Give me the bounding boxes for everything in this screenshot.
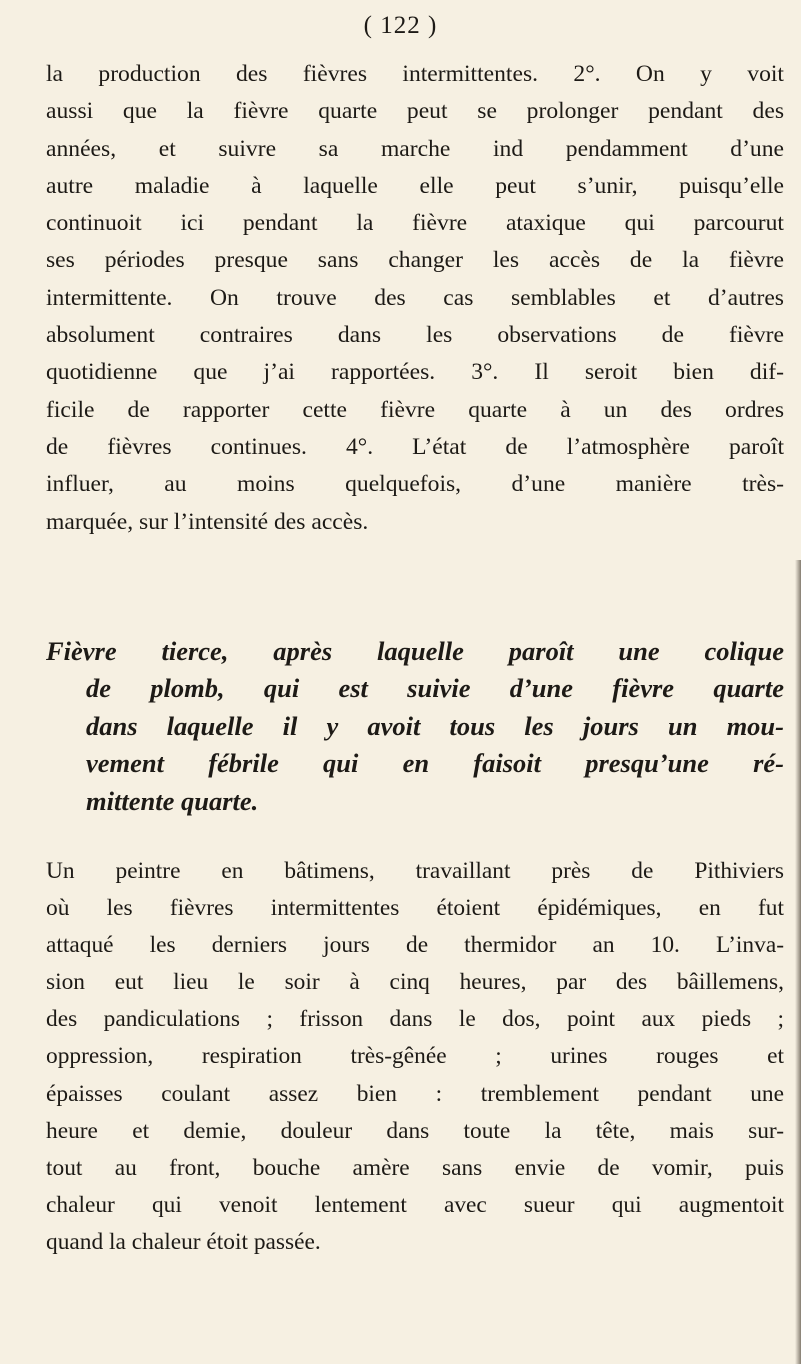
text-line: des pandiculations ; frisson dans le dos, point aux pieds ;	[46, 1006, 784, 1033]
text-line: ses périodes presque sans changer les accès de la fièvre	[46, 247, 784, 274]
heading-line: mittente quarte.	[86, 785, 259, 816]
text-line: autre maladie à laquelle elle peut s’unir, puisqu’elle	[46, 172, 784, 199]
text-line: oppression, respiration très-gênée ; urines rouges et	[46, 1043, 784, 1070]
text-line: continuoit ici pendant la fièvre ataxique qui parcourut	[46, 210, 784, 237]
text-line: épaisses coulant assez bien : tremblement pendant une	[46, 1080, 784, 1107]
text-line: ficile de rapporter cette fièvre quarte à un des ordres	[46, 396, 784, 423]
text-line: Un peintre en bâtimens, travaillant près de Pithiviers	[46, 858, 784, 884]
text-line: attaqué les derniers jours de thermidor an 10. L’inva-	[46, 932, 784, 959]
text-line: de fièvres continues. 4°. L’état de l’atmosphère paroît	[46, 433, 784, 460]
text-line: chaleur qui venoit lentement avec sueur qui augmentoit	[46, 1191, 784, 1218]
text-line: où les fièvres intermittentes étoient épidémiques, en fut	[46, 895, 784, 922]
page-number: ( 122 )	[363, 12, 438, 39]
text-line: intermittente. On trouve des cas semblables et d’autres	[46, 284, 784, 311]
text-line: sion eut lieu le soir à cinq heures, par des bâillemens,	[46, 969, 784, 996]
page-edge-shadow	[795, 560, 801, 1364]
text-line: la production des fièvres intermittentes. 2°. On y voit	[46, 61, 784, 87]
text-line: années, et suivre sa marche ind pendamment d’une	[46, 135, 784, 162]
text-line: aussi que la fièvre quarte peut se prolonger pendant des	[46, 98, 784, 125]
text-line: marquée, sur l’intensité des accès.	[46, 508, 369, 535]
paragraph-2	[46, 853, 784, 1261]
text-line: influer, au moins quelquefois, d’une manière très-	[46, 471, 784, 498]
paragraph-1	[46, 56, 784, 541]
section-heading	[46, 633, 784, 820]
heading-line: vement fébrile qui en faisoit presqu’une ré-	[86, 748, 784, 779]
heading-line: de plomb, qui est suivie d’une fièvre quarte	[86, 673, 784, 704]
text-line: absolument contraires dans les observations de fièvre	[46, 322, 784, 349]
text-line: tout au front, bouche amère sans envie de vomir, puis	[46, 1154, 784, 1181]
text-line: quand la chaleur étoit passée.	[46, 1228, 321, 1255]
text-line: heure et demie, douleur dans toute la tête, mais sur-	[46, 1117, 784, 1144]
heading-line: dans laquelle il y avoit tous les jours un mou-	[86, 710, 784, 741]
heading-line: Fièvre tierce, après laquelle paroît une colique	[46, 636, 784, 666]
text-line: quotidienne que j’ai rapportées. 3°. Il seroit bien dif-	[46, 359, 784, 386]
